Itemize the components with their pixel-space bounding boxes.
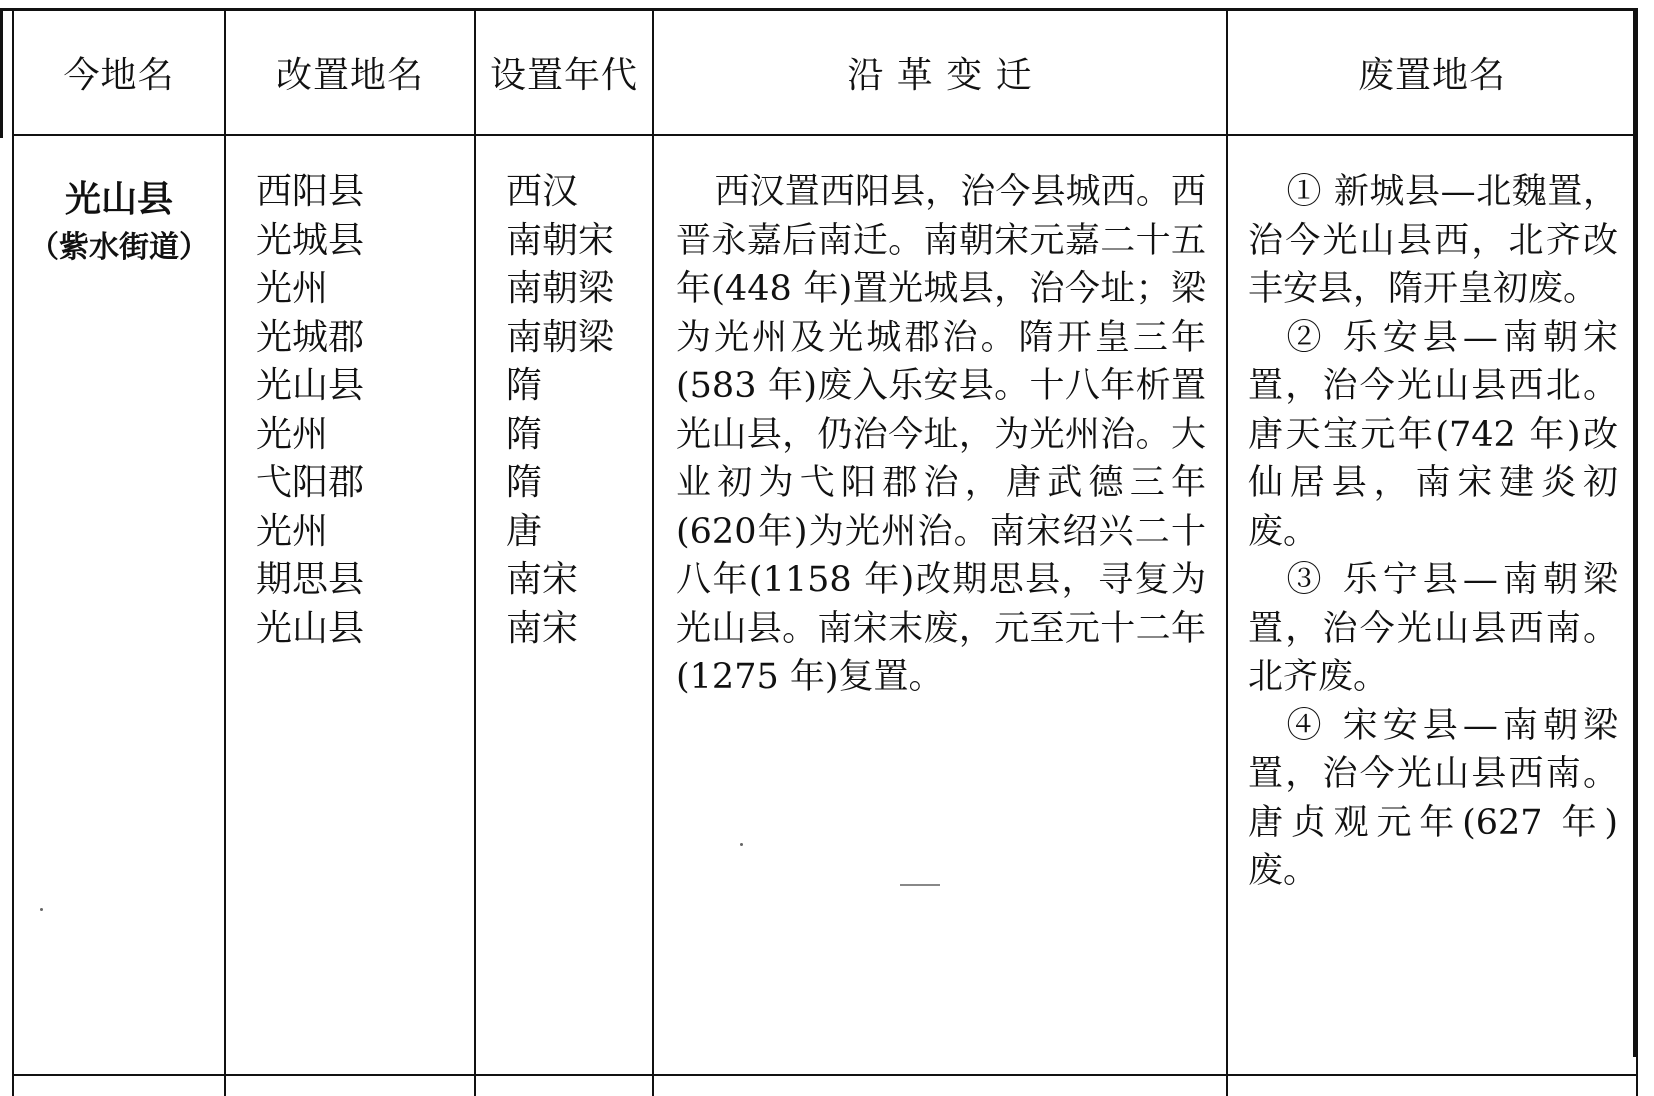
history-text: 西汉置西阳县，治今县城西。西晋永嘉后南迁。南朝宋元嘉二十五年(448 年)置光城县，治今址；梁为光州及光城郡治。隋开皇三年(583 年)废入乐安县。十八年析置光山县，仍治今址，为光州治。大业初为弋阳郡治，唐武德三年(620年)为光州治。南宋绍兴二十八年(1158 年)改期思县，寻复为光山县。南宋末废，元至元十二年(1275 年)复置。 bbox=[676, 172, 1206, 697]
changed-name: 光城县 bbox=[256, 219, 365, 261]
abolished-entry: ① 新城县—北魏置，治今光山县西，北齐改丰安县，隋开皇初废。 bbox=[1248, 172, 1618, 309]
header-changed-names: 改置地名 bbox=[225, 9, 475, 135]
changed-name: 光山县 bbox=[256, 607, 365, 649]
gazetteer-table bbox=[12, 8, 1638, 1096]
changed-name: 期思县 bbox=[256, 559, 365, 600]
header-current-name: 今地名 bbox=[13, 9, 225, 135]
changed-names-cell bbox=[225, 135, 475, 1075]
header-row bbox=[13, 9, 1637, 135]
changed-name: 光州 bbox=[256, 413, 329, 455]
stub-cell bbox=[475, 1075, 653, 1096]
header-history: 沿 革 变 迁 bbox=[653, 9, 1227, 135]
changed-name: 西阳县 bbox=[256, 171, 365, 212]
changed-name: 光州 bbox=[256, 268, 329, 309]
established-era: 南宋 bbox=[506, 607, 579, 649]
established-era: 南朝梁 bbox=[506, 316, 615, 358]
changed-name: 光城郡 bbox=[256, 316, 365, 358]
changed-name: 光山县 bbox=[256, 365, 365, 406]
current-subdistrict: （紫水街道） bbox=[29, 230, 209, 265]
header-abolished-names: 废置地名 bbox=[1227, 9, 1637, 135]
changed-name: 光州 bbox=[256, 510, 329, 552]
stub-cell bbox=[1227, 1075, 1637, 1096]
established-era: 西汉 bbox=[506, 171, 579, 212]
next-row-stub bbox=[13, 1075, 1637, 1096]
stub-cell bbox=[13, 1075, 225, 1096]
changed-name: 弋阳郡 bbox=[256, 462, 365, 503]
established-era: 南朝梁 bbox=[506, 268, 615, 309]
abolished-entry: ② 乐安县—南朝宋置，治今光山县西北。唐天宝元年(742 年)改仙居县，南宋建炎初废。 bbox=[1248, 317, 1618, 552]
established-era: 南宋 bbox=[506, 559, 579, 600]
established-era: 唐 bbox=[506, 510, 543, 552]
stub-cell bbox=[225, 1075, 475, 1096]
scan-speck bbox=[740, 843, 743, 846]
scan-speck bbox=[40, 908, 43, 911]
current-name: 光山县 bbox=[64, 179, 173, 220]
stub-cell bbox=[653, 1075, 1227, 1096]
established-cell bbox=[475, 135, 653, 1075]
established-era: 隋 bbox=[506, 365, 543, 406]
abolished-names-cell bbox=[1227, 135, 1637, 1075]
header-established: 设置年代 bbox=[475, 9, 653, 135]
table-row bbox=[13, 135, 1637, 1075]
history-cell bbox=[653, 135, 1227, 1075]
established-era: 南朝宋 bbox=[506, 219, 615, 261]
current-name-cell bbox=[13, 135, 225, 1075]
abolished-entry: ③ 乐宁县—南朝梁置，治今光山县西南。北齐废。 bbox=[1248, 560, 1618, 697]
abolished-entry: ④ 宋安县—南朝梁置，治今光山县西南。唐贞观元年(627 年)废。 bbox=[1248, 705, 1618, 891]
established-era: 隋 bbox=[506, 413, 543, 455]
scan-mark bbox=[900, 884, 940, 886]
established-era: 隋 bbox=[506, 462, 543, 503]
